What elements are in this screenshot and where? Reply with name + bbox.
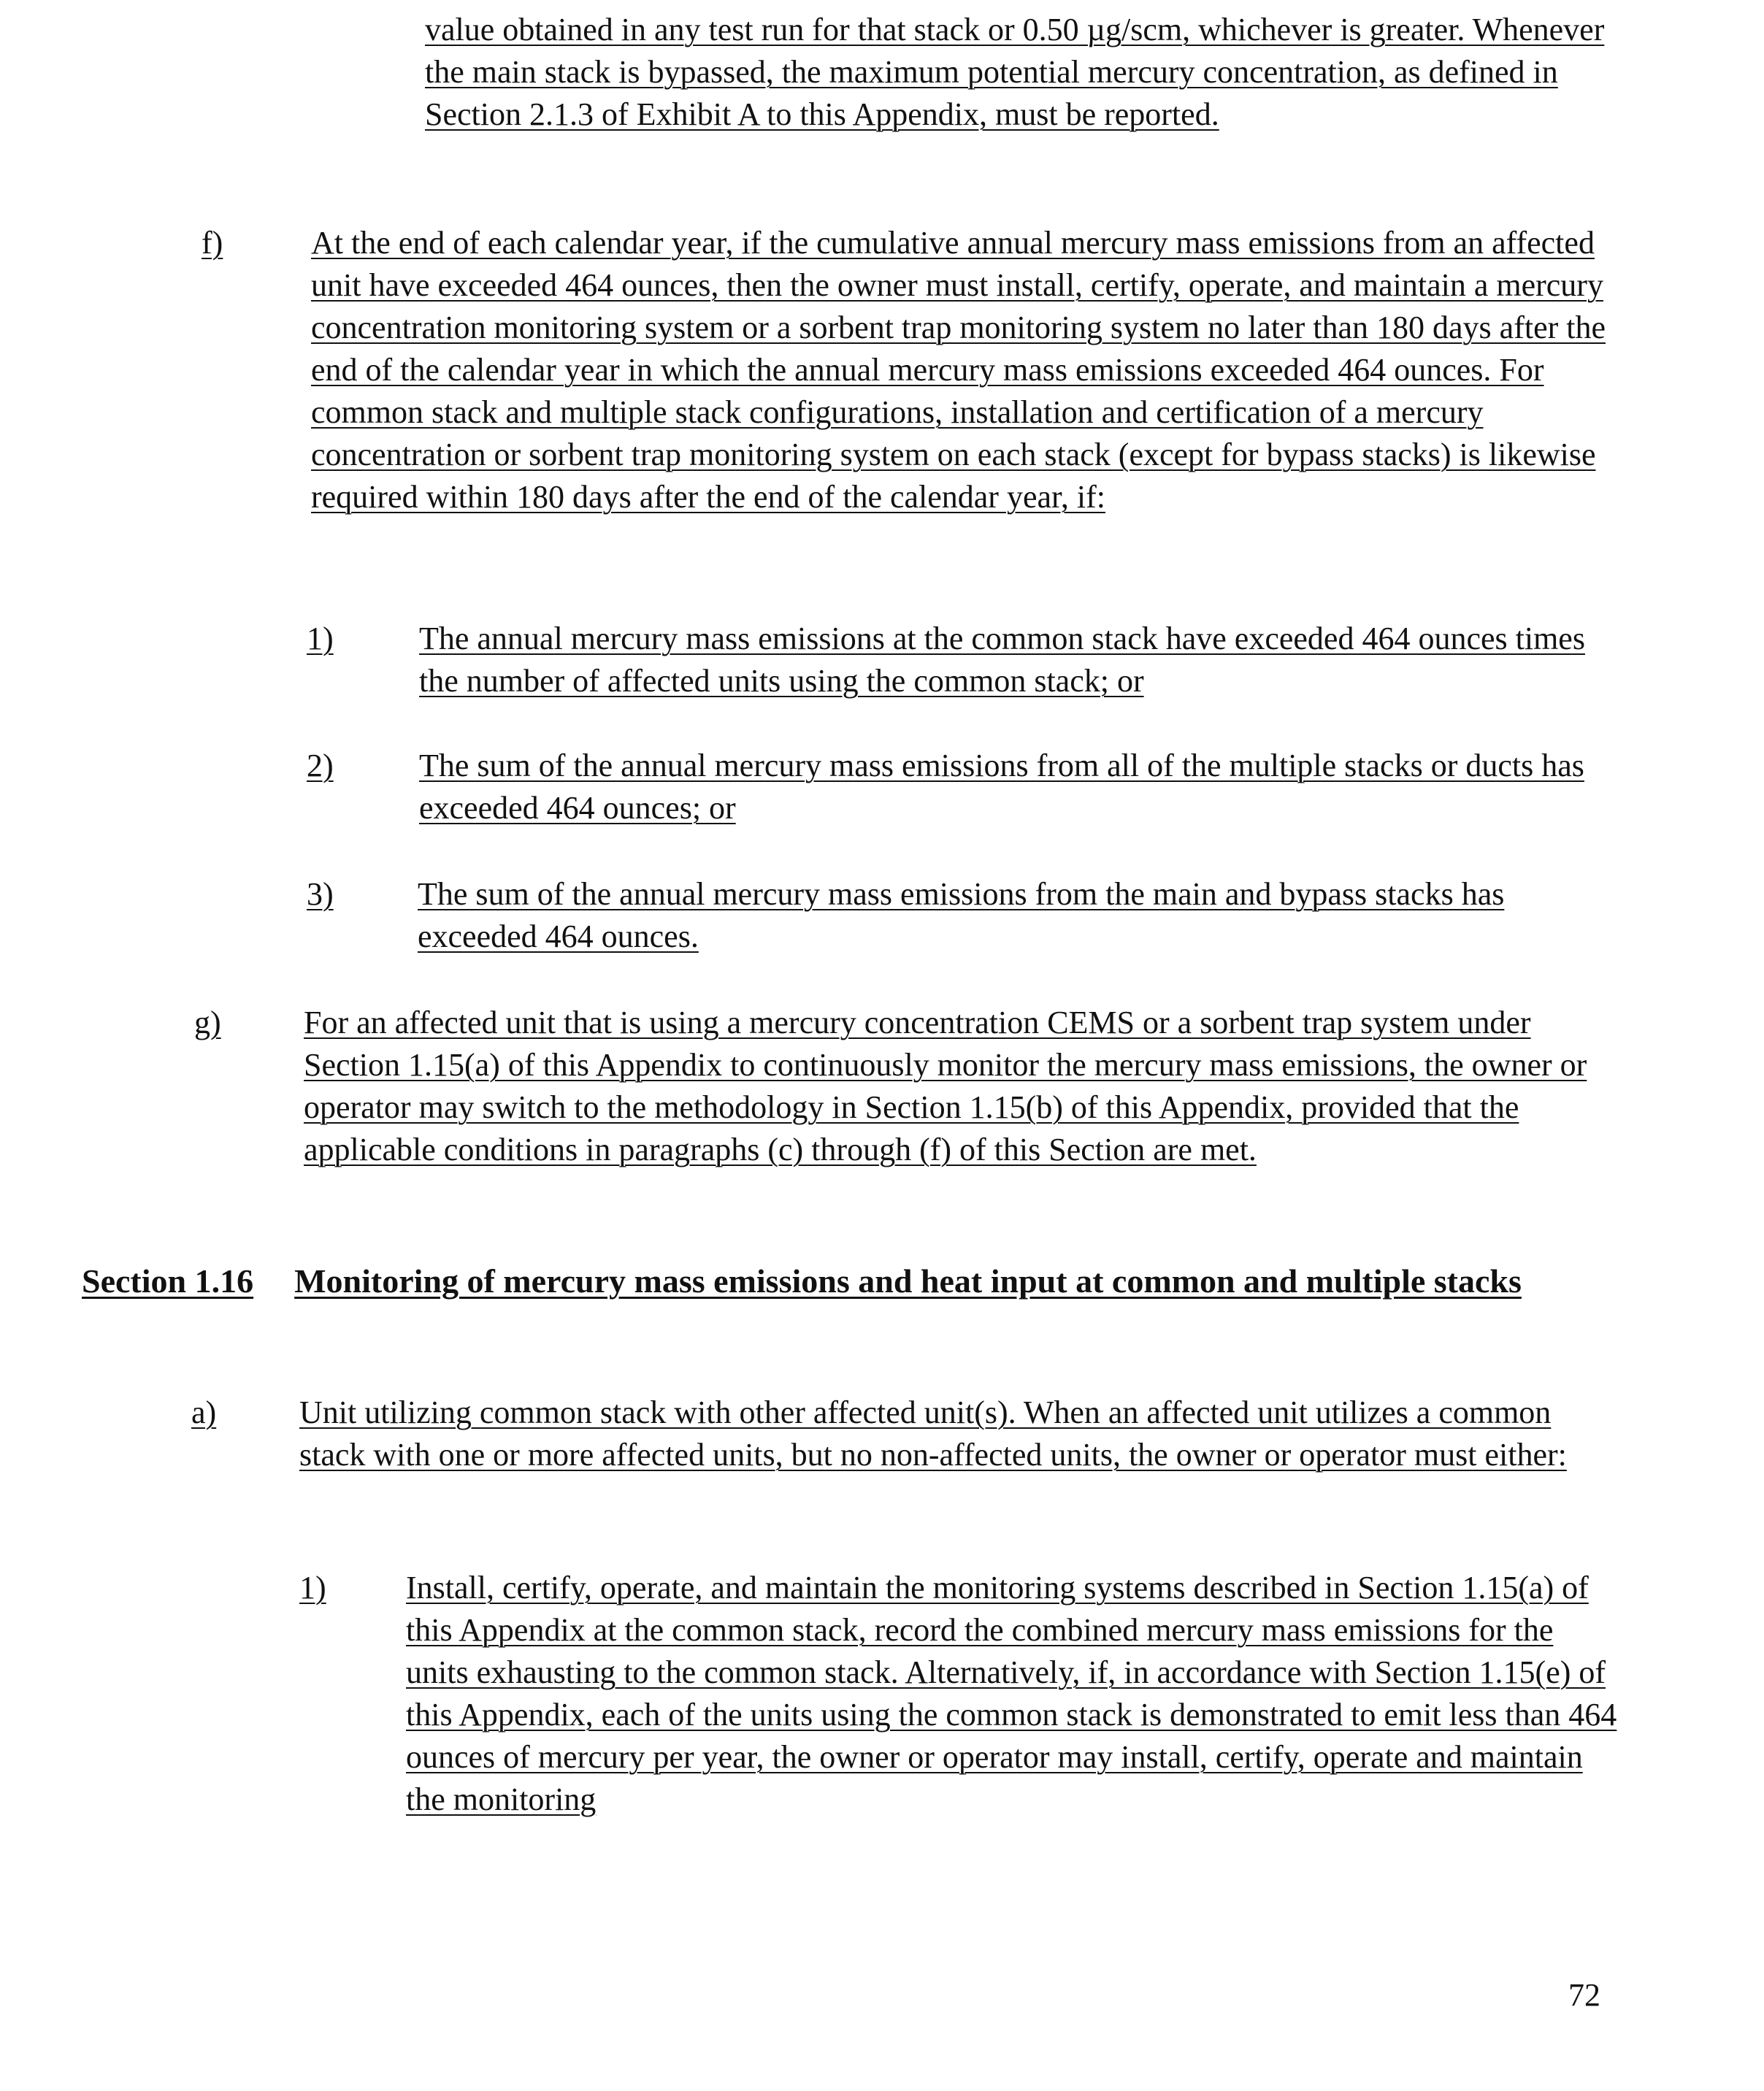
page-number: 72: [1568, 1977, 1600, 2013]
para-f-item-1-label: 1): [307, 621, 334, 656]
para-a-label: a): [191, 1394, 217, 1430]
para-g-text: For an affected unit that is using a mercury concentration CEMS or a sorbent trap system under Section 1.15(a) of this Appendix to continuously monitor the mercury mass emissions, the owner or operator may switch to the methodology in Section 1.15(b) of this Appendix, provided that the applicable conditions in paragraphs (c) through (f) of this Section are met.: [304, 1005, 1587, 1167]
para-f-item-1-text: The annual mercury mass emissions at the common stack have exceeded 464 ounces times the number of affected units using the common stack; or: [419, 621, 1585, 699]
para-a-item-1-label: 1): [299, 1570, 326, 1605]
para-f-text: At the end of each calendar year, if the cumulative annual mercury mass emissions from an affected unit have exceeded 464 ounces, then the owner must install, certify, operate, and maintain a mercury concentration monitoring system or a sorbent trap monitoring system no later than 180 days after the end of the calendar year in which the annual mercury mass emissions exceeded 464 ounces. For common stack and multiple stack configurations, installation and certification of a mercury concentration or sorbent trap monitoring system on each stack (except for bypass stacks) is likewise required within 180 days after the end of the calendar year, if:: [311, 225, 1606, 515]
para-a-text: Unit utilizing common stack with other affected unit(s). When an affected unit utilizes a common stack with one or more affected units, but no non-affected units, the owner or operator must either:: [299, 1394, 1567, 1473]
section-number: Section 1.16: [82, 1262, 254, 1300]
section-title: Monitoring of mercury mass emissions and heat input at common and multiple stacks: [294, 1262, 1522, 1300]
continuation-text: value obtained in any test run for that stack or 0.50 µg/scm, whichever is greater. Whenever the main stack is bypassed, the maximum potential mercury concentration, as defined in Section 2.1.3 of Exhibit A to this Appendix, must be reported.: [425, 12, 1605, 132]
para-g-label: g): [194, 1005, 221, 1040]
para-f-item-3-text: The sum of the annual mercury mass emissions from the main and bypass stacks has exceeded 464 ounces.: [418, 876, 1505, 954]
section-heading: [82, 1260, 1557, 1302]
para-a-item-1-text: Install, certify, operate, and maintain the monitoring systems described in Section 1.15(a) of this Appendix at the common stack, record the combined mercury mass emissions for the units exhausting to the common stack. Alternatively, if, in accordance with Section 1.15(e) of this Appendix, each of the units using the common stack is demonstrated to emit less than 464 ounces of mercury per year, the owner or operator may install, certify, operate and maintain the monitoring: [406, 1570, 1617, 1817]
para-f-item-2-label: 2): [307, 748, 334, 783]
para-f-item-2-text: The sum of the annual mercury mass emissions from all of the multiple stacks or ducts has exceeded 464 ounces; or: [419, 748, 1584, 826]
para-f-label: f): [202, 225, 223, 261]
para-f-item-3-label: 3): [307, 876, 334, 912]
